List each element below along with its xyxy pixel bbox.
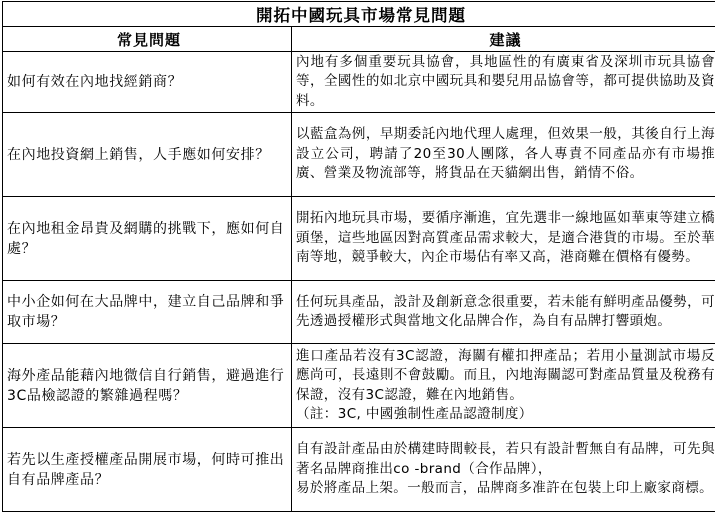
answer-text: 進口產品若沒有3C認證，海關有權扣押產品；若用小量測試市場反應尚可，長遠則不會鼓勵。而且，內地海關認可對產品質量及稅務有保證，沒有3C認證，難在內地銷售。 — [296, 347, 715, 403]
table-row — [3, 281, 715, 344]
answer-cell — [292, 197, 715, 281]
answer-cell — [292, 344, 715, 428]
answer-text: 以藍盒為例，早期委託內地代理人處理，但效果一般，其後自行上海設立公司，聘請了20至30人團隊，各人專責不同產品亦有市場推廣、營業及物流部等，將貨品在天貓網出售，銷情不俗。 — [296, 126, 715, 182]
answer-note: （註：3C, 中國強制性產品認證制度） — [296, 406, 533, 422]
question-cell: 在內地投資網上銷售，人手應如何安排？ — [3, 113, 292, 197]
table-row — [3, 52, 715, 113]
header-row — [3, 27, 715, 52]
question-column-header: 常見問題 — [3, 27, 292, 52]
answer-text: 易於將產品上架。一般而言，品牌商多准許在包裝上印上廠家商標。 — [296, 480, 713, 497]
answer-cell — [292, 52, 715, 113]
table-row — [3, 113, 715, 197]
answer-text: 開拓內地玩具市場，要循序漸進，宜先選非一線地區如華東等建立橋頭堡，這些地區因對高質產品需求較大，是適合港貨的市場。至於華南等地，競爭較大，內企市場佔有率又高，港商難在價格有優勢。 — [296, 210, 715, 266]
answer-cell — [292, 113, 715, 197]
answer-text: 自有設計產品由於構建時間較長，若只有設計暫無自有品牌，可先與著名品牌商推出co -brand（合作品牌）， — [296, 441, 715, 477]
table-title: 開拓中國玩具市場常見問題 — [3, 2, 715, 27]
question-cell: 若先以生產授權產品開展市場，何時可推出自有品牌產品？ — [3, 428, 292, 512]
title-row — [3, 2, 715, 27]
table-row — [3, 344, 715, 428]
answer-cell — [292, 428, 715, 512]
question-cell: 在內地租金昂貴及網購的挑戰下，應如何自處？ — [3, 197, 292, 281]
answer-cell — [292, 281, 715, 344]
answer-text: 任何玩具產品，設計及創新意念很重要，若未能有鮮明產品優勢，可先透過授權形式與當地文化品牌合作，為自有品牌打響頭炮。 — [296, 293, 715, 329]
question-cell: 如何有效在內地找經銷商？ — [3, 52, 292, 113]
faq-table — [2, 1, 715, 512]
question-cell: 海外產品能藉內地微信自行銷售，避過進行3C品檢認證的繁雜過程嗎？ — [3, 344, 292, 428]
answer-text: 內地有多個重要玩具協會，具地區性的有廣東省及深圳市玩具協會等，全國性的如北京中國玩具和嬰兒用品協會等，都可提供協助及資料。 — [296, 53, 715, 109]
table-row — [3, 197, 715, 281]
question-cell: 中小企如何在大品牌中，建立自己品牌和爭取市場？ — [3, 281, 292, 344]
table-row — [3, 428, 715, 512]
answer-column-header: 建議 — [292, 27, 715, 52]
